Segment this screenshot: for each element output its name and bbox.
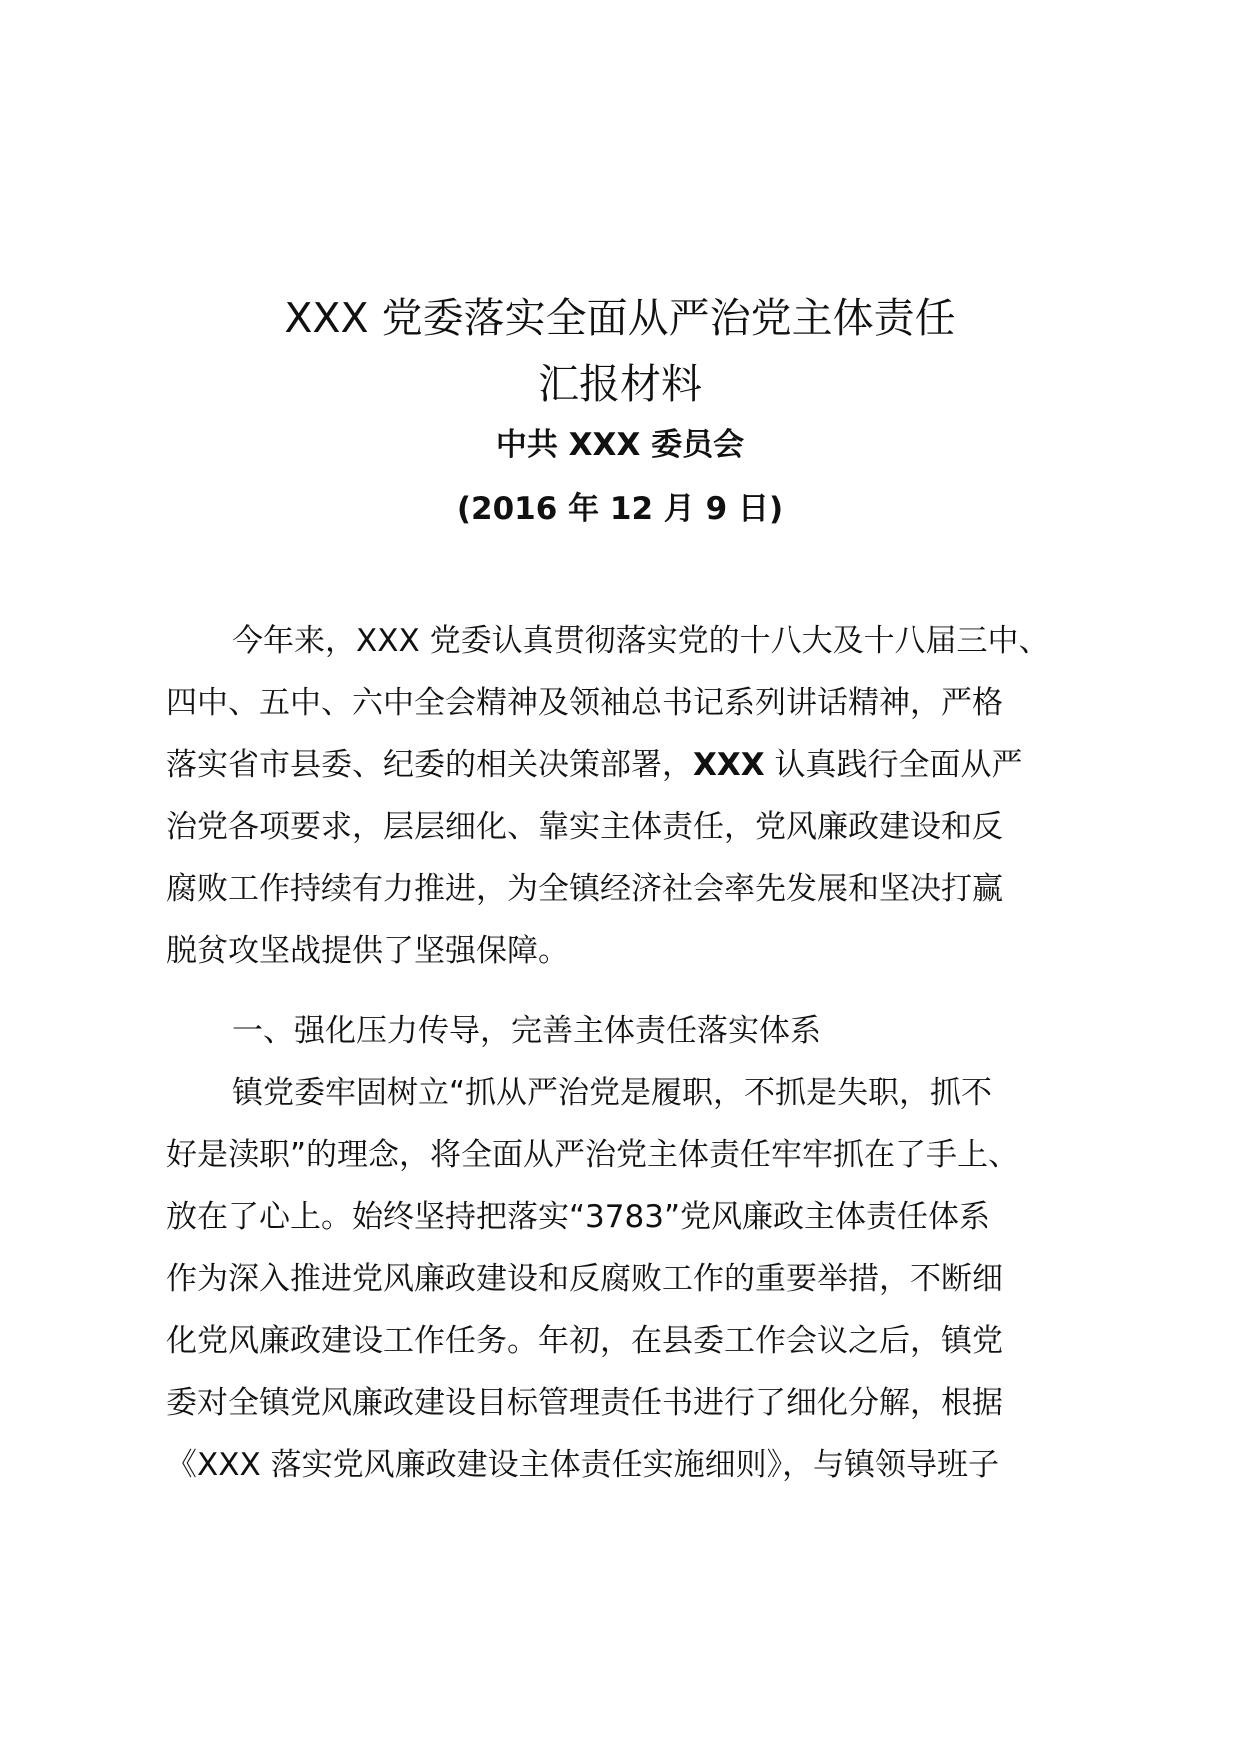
paragraph-line: 腐败工作持续有力推进，为全镇经济社会率先发展和坚决打赢 <box>166 871 1003 907</box>
paragraph-line: 脱贫攻坚战提供了坚强保障。 <box>166 933 569 969</box>
paragraph-line: 《XXX 落实党风廉政建设主体责任实施细则》，与镇领导班子 <box>166 1447 1000 1483</box>
paragraph-line: 治党各项要求，层层细化、靠实主体责任，党风廉政建设和反 <box>166 809 1003 845</box>
document-date: (2016 年 12 月 9 日) <box>456 491 784 527</box>
section-heading-text: 一、强化压力传导，完善主体责任落实体系 <box>232 1013 821 1049</box>
section-heading-1 <box>166 1000 1086 1062</box>
paragraph-line: 四中、五中、六中全会精神及领袖总书记系列讲话精神，严格 <box>166 685 1003 721</box>
paragraph-line: 化党风廉政建设工作任务。年初，在县委工作会议之后，镇党 <box>166 1323 1003 1359</box>
issuing-organization: 中共 XXX 委员会 <box>495 427 745 463</box>
paragraph-section1 <box>166 1062 1086 1496</box>
paragraph-line-segment: 认真践行全面从严 <box>764 747 1023 783</box>
document-title-line2: 汇报材料 <box>538 360 702 408</box>
paragraph-intro <box>166 610 1086 982</box>
paragraph-line: 镇党委牢固树立“抓从严治党是履职，不抓是失职，抓不 <box>232 1075 993 1111</box>
paragraph-line: 好是渎职”的理念，将全面从严治党主体责任牢牢抓在了手上、 <box>166 1137 1020 1173</box>
paragraph-line-segment: 落实省市县委、纪委的相关决策部署， <box>166 747 693 783</box>
document-title-line1: XXX 党委落实全面从严治党主体责任 <box>284 294 956 342</box>
paragraph-line: 委对全镇党风廉政建设目标管理责任书进行了细化分解，根据 <box>166 1385 1003 1421</box>
paragraph-line: 作为深入推进党风廉政建设和反腐败工作的重要举措，不断细 <box>166 1261 1003 1297</box>
paragraph-line: 放在了心上。始终坚持把落实“3783”党风廉政主体责任体系 <box>166 1199 991 1235</box>
bold-org-name: XXX <box>693 747 765 783</box>
paragraph-line <box>166 734 1086 796</box>
paragraph-line: 今年来，XXX 党委认真贯彻落实党的十八大及十八届三中、 <box>232 623 1050 659</box>
